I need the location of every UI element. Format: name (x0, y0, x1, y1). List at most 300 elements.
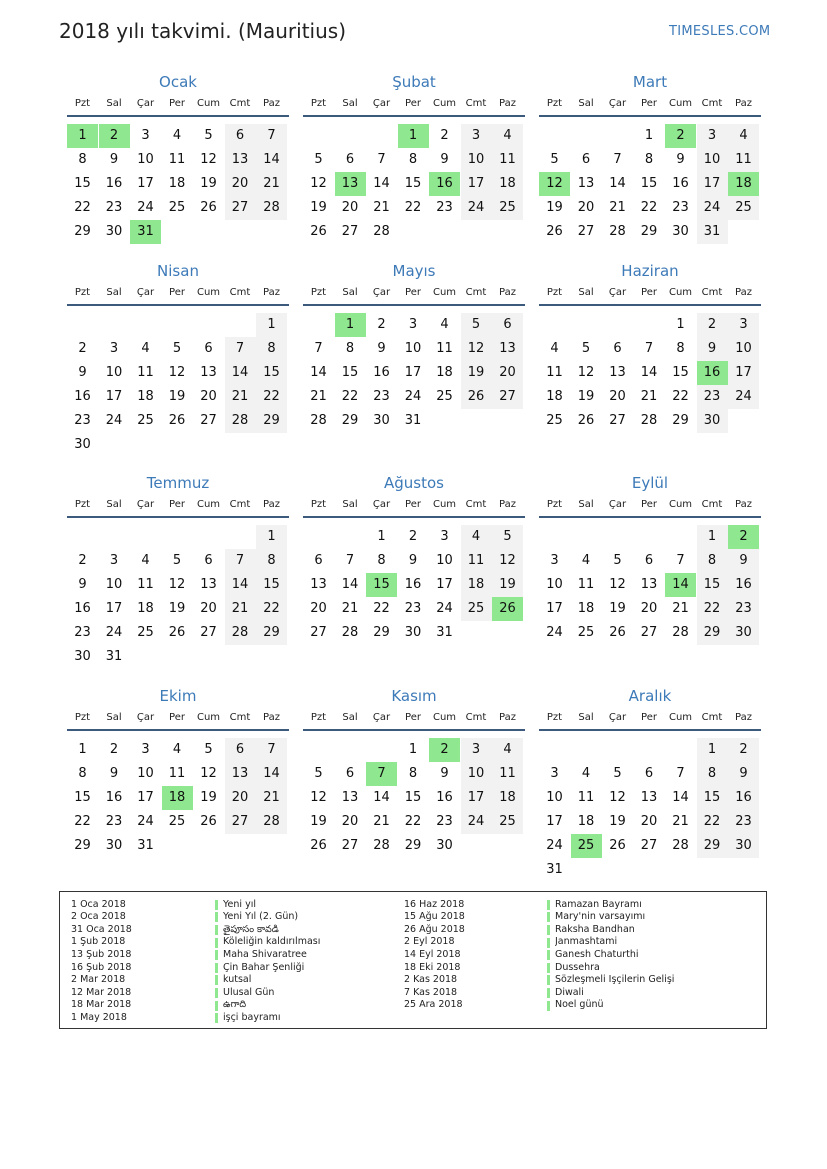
weekday-label: Per (405, 98, 421, 109)
holiday-day-cell: 31 (130, 220, 161, 244)
day-cell: 22 (404, 200, 422, 215)
day-cell: 11 (168, 152, 186, 167)
weekday-label: Sal (106, 499, 122, 510)
day-cell: 4 (581, 553, 591, 568)
day-cell: 24 (728, 385, 759, 409)
day-cell: 7 (225, 337, 256, 361)
day-cell: 15 (256, 573, 287, 597)
holiday-name: Çin Bahar Şenliği (223, 961, 305, 973)
holiday-date: 7 Kas 2018 (404, 986, 458, 998)
day-cell: 24 (436, 601, 453, 616)
month-divider (303, 304, 525, 306)
day-cell: 6 (644, 553, 654, 568)
day-cell: 25 (728, 196, 759, 220)
day-cell: 29 (74, 224, 91, 239)
day-cell: 24 (461, 810, 492, 834)
month-divider (303, 516, 525, 518)
day-cell: 22 (697, 810, 728, 834)
day-cell: 5 (461, 313, 492, 337)
day-cell: 18 (461, 573, 492, 597)
day-cell: 22 (74, 814, 91, 829)
holiday-day-cell: 2 (99, 124, 130, 148)
holiday-day-cell: 26 (492, 597, 523, 621)
holiday-date: 25 Ara 2018 (404, 999, 463, 1011)
day-cell: 15 (697, 573, 728, 597)
day-cell: 12 (310, 790, 327, 805)
day-cell: 23 (436, 200, 453, 215)
day-cell: 28 (256, 196, 287, 220)
weekday-label: Per (169, 712, 185, 723)
holiday-marker (547, 1001, 550, 1011)
holiday-marker (547, 900, 550, 910)
day-cell: 13 (310, 577, 327, 592)
day-cell: 13 (492, 337, 523, 361)
month-name: Nisan (157, 262, 199, 280)
holiday-name: Maha Shivaratree (223, 948, 307, 960)
holiday-marker (215, 988, 218, 998)
day-cell: 20 (310, 601, 327, 616)
day-cell: 17 (404, 365, 422, 380)
day-cell: 11 (137, 365, 154, 380)
day-cell: 12 (168, 365, 186, 380)
holiday-name: Ulusal Gün (223, 986, 275, 998)
weekday-label: Paz (499, 287, 516, 298)
day-cell: 17 (105, 389, 123, 404)
day-cell: 30 (728, 834, 759, 858)
day-cell: 9 (109, 766, 119, 781)
holiday-date: 2 Oca 2018 (71, 911, 126, 923)
day-cell: 14 (609, 176, 626, 191)
day-cell: 27 (640, 838, 658, 853)
day-cell: 18 (492, 786, 523, 810)
day-cell: 10 (728, 337, 759, 361)
day-cell: 28 (672, 838, 689, 853)
holiday-date: 16 Şub 2018 (71, 961, 132, 973)
day-cell: 22 (74, 200, 91, 215)
holiday-name: Yeni yıl (223, 898, 256, 910)
month-11 (303, 687, 525, 887)
day-cell: 22 (404, 814, 422, 829)
day-cell: 4 (492, 738, 523, 762)
day-cell: 6 (581, 152, 591, 167)
day-cell: 6 (644, 766, 654, 781)
day-cell: 3 (440, 529, 449, 544)
holiday-day-cell: 7 (366, 762, 397, 786)
day-cell: 23 (404, 601, 422, 616)
day-cell: 12 (461, 337, 492, 361)
day-cell: 9 (377, 341, 386, 356)
day-cell: 1 (697, 525, 728, 549)
day-cell: 4 (550, 341, 559, 356)
day-cell: 27 (609, 413, 626, 428)
day-cell: 8 (256, 549, 287, 573)
month-name: Haziran (621, 262, 679, 280)
day-cell: 13 (577, 176, 595, 191)
day-cell: 10 (546, 577, 563, 592)
weekday-label: Pzt (74, 287, 91, 298)
day-cell: 17 (137, 176, 154, 191)
day-cell: 23 (436, 814, 453, 829)
day-cell: 3 (550, 766, 559, 781)
day-cell: 7 (676, 766, 685, 781)
holiday-day-cell: 25 (571, 834, 602, 858)
day-cell: 20 (492, 361, 523, 385)
day-cell: 20 (200, 389, 217, 404)
day-cell: 6 (225, 738, 256, 762)
holiday-marker (215, 912, 218, 922)
day-cell: 3 (109, 341, 119, 356)
day-cell: 28 (373, 224, 390, 239)
day-cell: 2 (78, 341, 87, 356)
day-cell: 2 (109, 742, 119, 757)
day-cell: 26 (310, 838, 327, 853)
holiday-date: 12 Mar 2018 (71, 986, 132, 998)
day-cell: 24 (461, 196, 492, 220)
day-cell: 7 (256, 124, 287, 148)
day-cell: 9 (408, 553, 418, 568)
day-cell: 30 (728, 621, 759, 645)
day-cell: 20 (577, 200, 595, 215)
day-cell: 8 (345, 341, 355, 356)
day-cell: 4 (492, 124, 523, 148)
day-cell: 8 (377, 553, 386, 568)
day-cell: 17 (137, 790, 154, 805)
weekday-label: Pzt (74, 499, 91, 510)
day-cell: 14 (256, 148, 287, 172)
day-cell: 11 (492, 148, 523, 172)
weekday-label: Cmt (701, 287, 723, 298)
day-cell: 10 (105, 577, 123, 592)
holiday-day-cell: 15 (366, 573, 397, 597)
day-cell: 23 (105, 200, 123, 215)
weekday-label: Cmt (229, 98, 251, 109)
day-cell: 30 (105, 224, 123, 239)
holiday-day-cell: 12 (539, 172, 570, 196)
month-12 (539, 687, 761, 887)
day-cell: 12 (310, 176, 327, 191)
day-cell: 7 (613, 152, 622, 167)
holiday-day-cell: 1 (67, 124, 98, 148)
day-cell: 13 (640, 577, 658, 592)
day-cell: 27 (310, 625, 327, 640)
day-cell: 26 (310, 224, 327, 239)
day-cell: 5 (172, 341, 182, 356)
weekday-label: Cum (668, 499, 693, 510)
brand-link[interactable]: TIMESLES.COM (669, 24, 771, 39)
holiday-date: 2 Eyl 2018 (404, 936, 455, 948)
holiday-marker (215, 975, 218, 985)
day-cell: 22 (341, 389, 359, 404)
day-cell: 6 (225, 124, 256, 148)
day-cell: 8 (408, 766, 418, 781)
day-cell: 1 (256, 313, 287, 337)
day-cell: 31 (546, 862, 563, 877)
day-cell: 3 (408, 317, 418, 332)
month-divider (67, 729, 289, 731)
day-cell: 8 (697, 549, 728, 573)
weekday-label: Cum (196, 499, 221, 510)
day-cell: 12 (168, 577, 186, 592)
holiday-day-cell: 2 (728, 525, 759, 549)
month-9 (539, 474, 761, 674)
month-divider (539, 516, 761, 518)
day-cell: 5 (204, 128, 213, 143)
month-name: Ocak (159, 73, 197, 91)
holiday-marker (215, 950, 218, 960)
day-cell: 13 (225, 148, 256, 172)
day-cell: 14 (341, 577, 359, 592)
day-cell: 10 (546, 790, 563, 805)
day-cell: 25 (168, 814, 186, 829)
holiday-name: Dussehra (555, 961, 600, 973)
day-cell: 2 (78, 553, 87, 568)
weekday-label: Cum (432, 499, 457, 510)
day-cell: 20 (225, 172, 256, 196)
day-cell: 29 (640, 224, 658, 239)
day-cell: 17 (461, 786, 492, 810)
day-cell: 22 (697, 597, 728, 621)
day-cell: 29 (404, 838, 422, 853)
day-cell: 8 (408, 152, 418, 167)
weekday-label: Cmt (701, 712, 723, 723)
day-cell: 3 (728, 313, 759, 337)
day-cell: 19 (168, 389, 186, 404)
day-cell: 10 (137, 152, 154, 167)
day-cell: 24 (105, 625, 123, 640)
day-cell: 14 (672, 790, 689, 805)
day-cell: 28 (225, 409, 256, 433)
day-cell: 22 (373, 601, 390, 616)
day-cell: 19 (546, 200, 563, 215)
day-cell: 27 (225, 196, 256, 220)
weekday-label: Çar (608, 287, 627, 298)
day-cell: 4 (141, 553, 150, 568)
day-cell: 28 (256, 810, 287, 834)
day-cell: 13 (609, 365, 626, 380)
day-cell: 1 (408, 742, 418, 757)
day-cell: 23 (728, 810, 759, 834)
day-cell: 16 (404, 577, 422, 592)
day-cell: 30 (697, 409, 728, 433)
day-cell: 25 (137, 413, 154, 428)
day-cell: 29 (373, 625, 390, 640)
day-cell: 21 (373, 200, 390, 215)
day-cell: 13 (200, 365, 217, 380)
weekday-label: Paz (735, 98, 752, 109)
day-cell: 6 (314, 553, 323, 568)
day-cell: 7 (644, 341, 654, 356)
day-cell: 23 (728, 597, 759, 621)
day-cell: 4 (461, 525, 492, 549)
holiday-date: 18 Eki 2018 (404, 961, 461, 973)
day-cell: 29 (74, 838, 91, 853)
month-divider (67, 304, 289, 306)
day-cell: 15 (256, 361, 287, 385)
day-cell: 2 (408, 529, 418, 544)
day-cell: 15 (640, 176, 658, 191)
day-cell: 23 (74, 625, 91, 640)
month-divider (539, 115, 761, 117)
weekday-label: Çar (136, 287, 155, 298)
holiday-marker (547, 950, 550, 960)
day-cell: 15 (404, 176, 422, 191)
day-cell: 22 (256, 597, 287, 621)
holiday-day-cell: 13 (335, 172, 366, 196)
holiday-marker (215, 900, 218, 910)
day-cell: 23 (373, 389, 390, 404)
weekday-label: Cmt (229, 712, 251, 723)
holiday-date: 2 Mar 2018 (71, 974, 126, 986)
day-cell: 12 (609, 577, 626, 592)
holiday-date: 31 Oca 2018 (71, 923, 132, 935)
day-cell: 17 (461, 172, 492, 196)
day-cell: 20 (609, 389, 626, 404)
day-cell: 21 (310, 389, 327, 404)
holiday-date: 16 Haz 2018 (404, 898, 465, 910)
day-cell: 18 (577, 814, 595, 829)
day-cell: 1 (256, 525, 287, 549)
weekday-label: Cum (668, 98, 693, 109)
day-cell: 1 (676, 317, 685, 332)
day-cell: 26 (461, 385, 492, 409)
holiday-day-cell: 2 (429, 738, 460, 762)
day-cell: 28 (609, 224, 626, 239)
holiday-name: Raksha Bandhan (555, 923, 635, 935)
day-cell: 3 (461, 124, 492, 148)
holiday-marker (215, 1001, 218, 1011)
day-cell: 11 (577, 577, 595, 592)
weekday-label: Paz (735, 499, 752, 510)
day-cell: 16 (105, 176, 123, 191)
weekday-label: Paz (263, 499, 280, 510)
day-cell: 5 (492, 525, 523, 549)
holiday-marker (215, 963, 218, 973)
day-cell: 25 (546, 413, 563, 428)
weekday-label: Cum (196, 712, 221, 723)
day-cell: 4 (172, 128, 182, 143)
day-cell: 20 (341, 200, 359, 215)
holiday-name: Sözleşmeli İşçilerin Gelişi (555, 974, 675, 986)
holiday-marker (547, 912, 550, 922)
month-divider (67, 115, 289, 117)
day-cell: 18 (168, 176, 186, 191)
day-cell: 21 (256, 786, 287, 810)
day-cell: 15 (74, 176, 91, 191)
day-cell: 11 (168, 766, 186, 781)
day-cell: 17 (546, 814, 563, 829)
day-cell: 5 (613, 766, 622, 781)
day-cell: 27 (577, 224, 595, 239)
holiday-date: 18 Mar 2018 (71, 999, 132, 1011)
weekday-label: Cmt (465, 499, 487, 510)
holiday-day-cell: 2 (665, 124, 696, 148)
day-cell: 27 (640, 625, 658, 640)
day-cell: 1 (644, 128, 654, 143)
weekday-label: Cmt (465, 712, 487, 723)
month-2 (303, 73, 525, 273)
day-cell: 8 (676, 341, 685, 356)
month-divider (67, 516, 289, 518)
weekday-label: Cmt (701, 98, 723, 109)
day-cell: 26 (609, 838, 626, 853)
weekday-label: Sal (578, 499, 594, 510)
holiday-date: 2 Kas 2018 (404, 974, 458, 986)
day-cell: 17 (436, 577, 453, 592)
day-cell: 29 (697, 834, 728, 858)
day-cell: 29 (697, 621, 728, 645)
holiday-name: Ganesh Chaturthi (555, 948, 639, 960)
day-cell: 8 (644, 152, 654, 167)
month-1 (67, 73, 289, 273)
weekday-label: Sal (106, 98, 122, 109)
weekday-label: Paz (735, 287, 752, 298)
day-cell: 3 (141, 128, 150, 143)
holiday-day-cell: 18 (728, 172, 759, 196)
weekday-label: Çar (372, 287, 391, 298)
weekday-label: Per (641, 499, 657, 510)
weekday-label: Çar (136, 499, 155, 510)
day-cell: 19 (492, 573, 523, 597)
day-cell: 27 (341, 838, 359, 853)
holiday-name: işçi bayramı (223, 1011, 281, 1023)
day-cell: 15 (341, 365, 359, 380)
day-cell: 2 (440, 128, 449, 143)
holiday-day-cell: 14 (665, 573, 696, 597)
holiday-marker (547, 975, 550, 985)
day-cell: 16 (74, 389, 91, 404)
day-cell: 3 (141, 742, 150, 757)
weekday-label: Pzt (546, 287, 563, 298)
day-cell: 7 (256, 738, 287, 762)
day-cell: 22 (672, 389, 689, 404)
month-name: Temmuz (146, 474, 210, 492)
day-cell: 30 (404, 625, 422, 640)
weekday-label: Sal (342, 499, 358, 510)
day-cell: 31 (105, 649, 123, 664)
day-cell: 19 (200, 790, 217, 805)
day-cell: 26 (168, 625, 186, 640)
day-cell: 25 (492, 810, 523, 834)
day-cell: 25 (137, 625, 154, 640)
day-cell: 22 (640, 200, 658, 215)
day-cell: 3 (697, 124, 728, 148)
day-cell: 21 (225, 385, 256, 409)
day-cell: 9 (676, 152, 685, 167)
holiday-date: 1 Oca 2018 (71, 898, 126, 910)
weekday-label: Çar (136, 98, 155, 109)
day-cell: 16 (728, 786, 759, 810)
weekday-label: Paz (735, 712, 752, 723)
day-cell: 28 (310, 413, 327, 428)
month-name: Ağustos (384, 474, 444, 492)
day-cell: 25 (436, 389, 453, 404)
weekday-label: Per (641, 287, 657, 298)
day-cell: 21 (373, 814, 390, 829)
day-cell: 11 (137, 577, 154, 592)
weekday-label: Çar (608, 712, 627, 723)
day-cell: 6 (345, 152, 355, 167)
day-cell: 2 (697, 313, 728, 337)
day-cell: 10 (404, 341, 422, 356)
day-cell: 6 (613, 341, 622, 356)
weekday-label: Sal (342, 712, 358, 723)
day-cell: 5 (613, 553, 622, 568)
day-cell: 16 (728, 573, 759, 597)
day-cell: 13 (225, 762, 256, 786)
day-cell: 13 (640, 790, 658, 805)
month-name: Eylül (631, 474, 669, 492)
holiday-name: Noel günü (555, 999, 604, 1011)
